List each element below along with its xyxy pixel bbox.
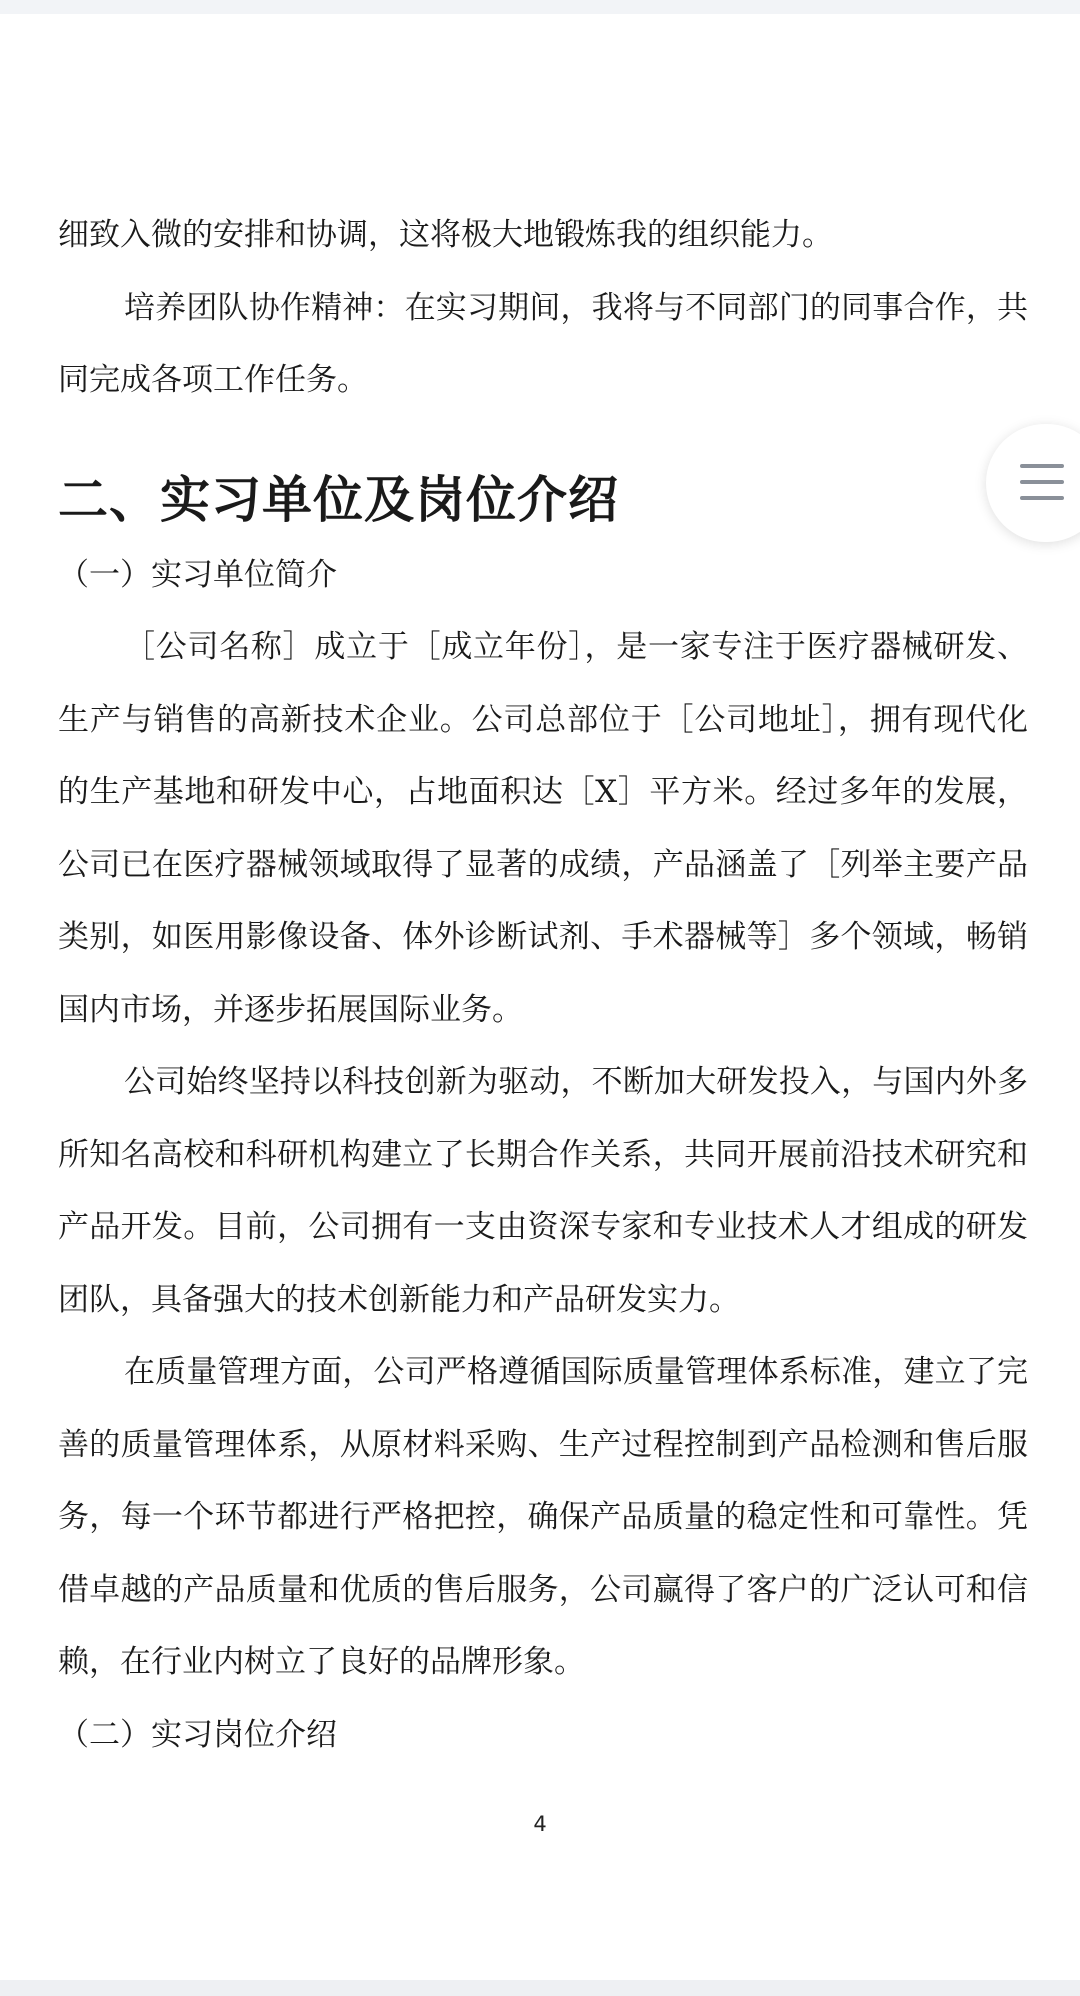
- section-heading: 二、实习单位及岗位介绍: [58, 470, 619, 529]
- page-number: 4: [533, 1812, 547, 1836]
- paragraph: 公司始终坚持以科技创新为驱动，不断加大研发投入，与国内外多所知名高校和科研机构建立了长期合作关系，共同开展前沿技术研究和产品开发。目前，公司拥有一支由资深专家和专业技术人才组成的研发团队，具备强大的技术创新能力和产品研发实力。: [58, 1064, 1028, 1318]
- document-page: [0, 14, 1080, 1980]
- paragraph: ［公司名称］成立于［成立年份］，是一家专注于医疗器械研发、生产与销售的高新技术企业。公司总部位于［公司地址］，拥有现代化的生产基地和研发中心，占地面积达［X］平方米。经过多年的发展，公司已在医疗器械领域取得了显著的成绩，产品涵盖了［列举主要产品类别，如医用影像设备、体外诊断试剂、手术器械等］多个领域，畅销国内市场，并逐步拓展国际业务。: [58, 629, 1028, 1028]
- subsection-heading-position: （二）实习岗位介绍: [58, 1716, 337, 1753]
- paragraph: 细致入微的安排和协调，这将极大地锻炼我的组织能力。: [58, 217, 833, 253]
- menu-icon: [1020, 464, 1064, 500]
- subsection-heading-company: （一）实习单位简介: [58, 556, 337, 593]
- bottom-bar: [0, 1980, 1080, 1996]
- paragraph: 培养团队协作精神：在实习期间，我将与不同部门的同事合作，共同完成各项工作任务。: [58, 289, 1028, 398]
- document-content: [58, 199, 1028, 1771]
- paragraph: 在质量管理方面，公司严格遵循国际质量管理体系标准，建立了完善的质量管理体系，从原材料采购、生产过程控制到产品检测和售后服务，每一个环节都进行严格把控，确保产品质量的稳定性和可靠性。凭借卓越的产品质量和优质的售后服务，公司赢得了客户的广泛认可和信赖，在行业内树立了良好的品牌形象。: [58, 1354, 1028, 1680]
